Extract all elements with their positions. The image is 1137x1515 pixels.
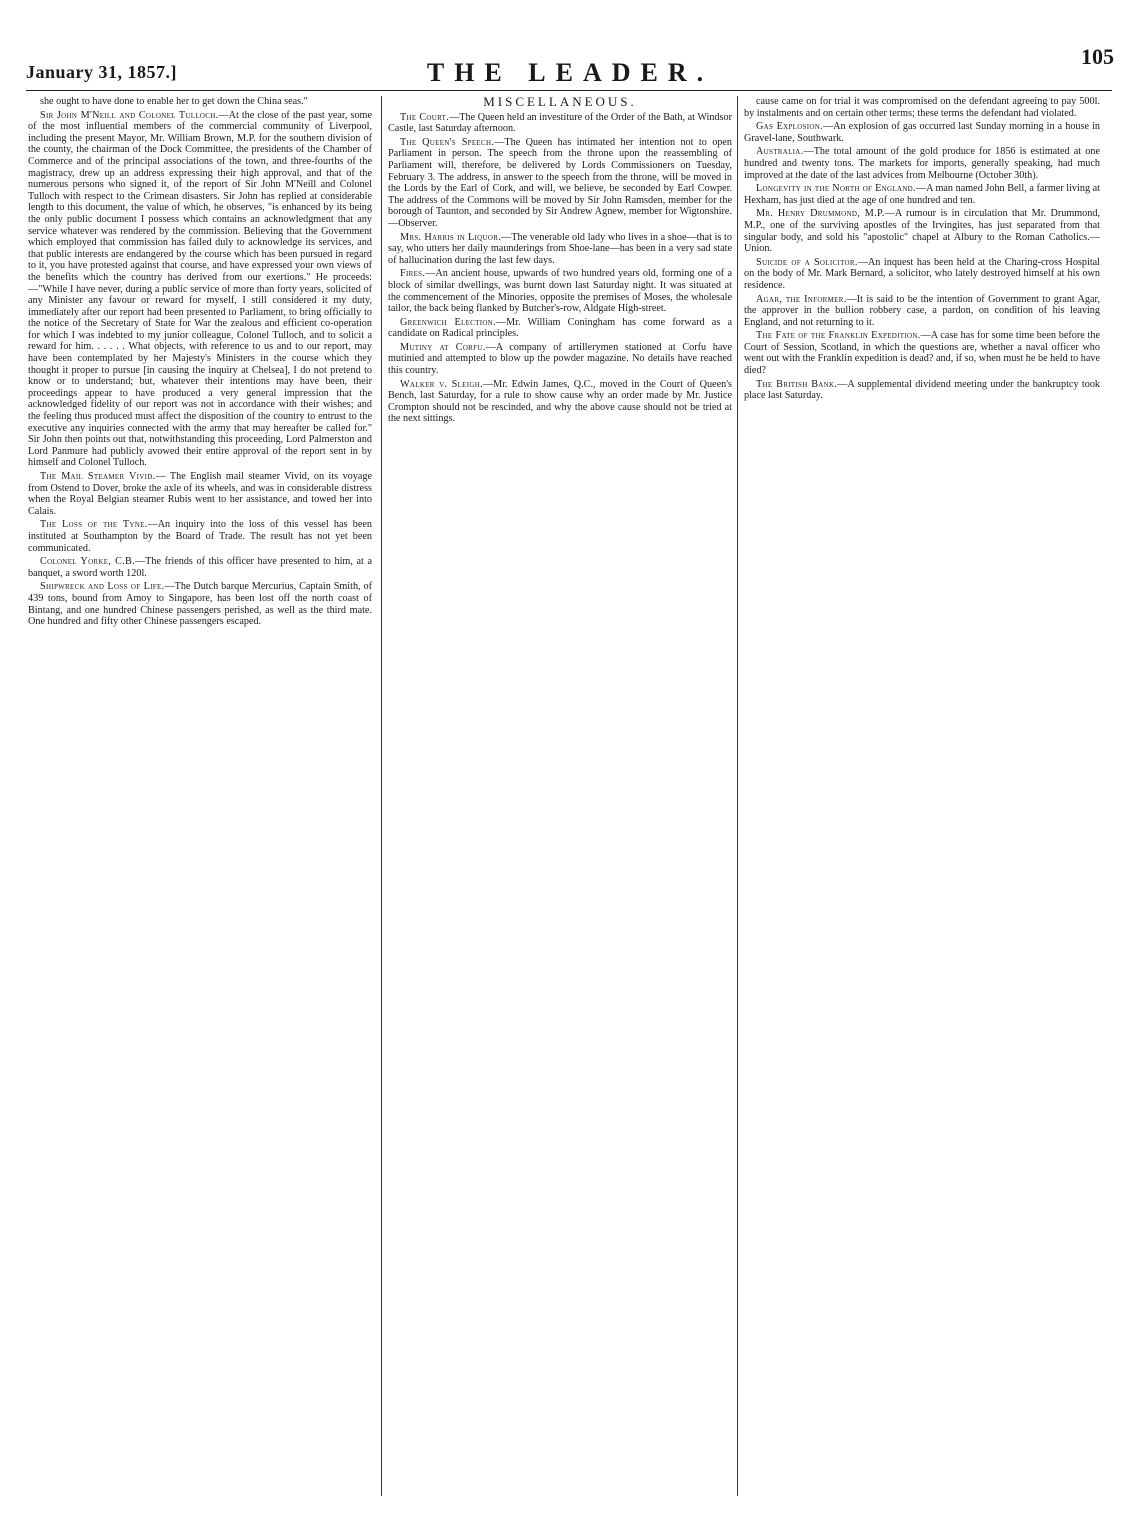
article-heading: The British Bank. (756, 378, 838, 390)
article-heading: Suicide of a Solicitor. (756, 256, 858, 268)
column-divider (737, 96, 738, 1496)
article-heading: Fires. (400, 268, 426, 280)
issue-date: January 31, 1857.] (26, 62, 178, 82)
article-heading: Gas Explosion. (756, 121, 823, 133)
article-body: she ought to have done to enable her to get down the China seas." (40, 96, 308, 107)
article (744, 146, 1100, 181)
column-divider (381, 96, 382, 1496)
article-body: —A rumour is in circulation that Mr. Drummond, M.P., one of the surviving apostles of the Irvingites, has just separated from that singular body, and sold his "apostolic" chapel at Albury to the Roman Catholics.—Union. (744, 208, 1100, 255)
article-heading: The Queen's Speech. (400, 136, 495, 148)
article-body: —An explosion of gas occurred last Sunday morning in a house in Gravel-lane, Southwark. (744, 121, 1100, 144)
article (744, 183, 1100, 206)
section-heading: MISCELLANEOUS. (483, 96, 637, 109)
article-body: —It is said to be the intention of Government to grant Agar, the approver in the bullion robbery case, a pardon, on condition of his leaving England, and not returning to it. (744, 293, 1100, 328)
article (28, 519, 372, 554)
article (744, 379, 1100, 402)
article (744, 208, 1100, 254)
article-body: —An inquest has been held at the Charing-cross Hospital on the body of Mr. Mark Bernard, a solicitor, who lately destroyed himself at his own residence. (744, 256, 1100, 291)
article-body: — The English mail steamer Vivid, on its voyage from Ostend to Dover, broke the axle of its wheels, and was in considerable distress when the Royal Belgian steamer Rubis went to her assistance, and towed her into Calais. (28, 471, 372, 517)
article-body: —The friends of this officer have presented to him, at a banquet, a sword worth 120l. (28, 556, 372, 579)
article (388, 379, 732, 425)
article (744, 294, 1100, 329)
article-body: —A case has for some time been before the Court of Session, Scotland, in which the questions are, whether a naval officer who went out with the Franklin expedition is dead? and, if so, when must he be held to have died? (744, 330, 1100, 377)
article (388, 232, 732, 267)
masthead-rule (26, 90, 1112, 91)
article (388, 342, 732, 377)
article (28, 110, 372, 469)
article-heading: The Fate of the Franklin Expedition. (756, 330, 921, 342)
article-heading: The Court. (400, 111, 450, 123)
article-heading: Sir John M'Neill and Colonel Tulloch. (40, 109, 219, 121)
article-body: —Mr. Edwin James, Q.C., moved in the Court of Queen's Bench, last Saturday, for a rule to show cause why an order made by Mr. Justice Crompton should not be rescinded, and why the above cause should not be tried at the next sittings. (388, 378, 732, 425)
newspaper-title: THE LEADER. (426, 58, 714, 87)
column-1 (28, 96, 372, 1501)
article-heading: Mrs. Harris in Liquor. (400, 231, 502, 243)
article-body: —At the close of the past year, some of the most influential members of the commercial community of Liverpool, including the present Mayor, Mr. William Brown, M.P. for the southern division of the county, the chairman of the Dock Committee, the presidents of the Chamber of Commerce and of the principal associations of the town, and three-fourths of the magistracy, drew up an address expressing their high approval, and that of the numerous persons who signed it, of the report of Sir John M'Neill and Colonel Tulloch with respect to the Crimean disasters. Sir John has replied at considerable length to this document, the value of which, he observes, "is enhanced by its being the only public document I possess which contains an acknowledgment that any service whatever was rendered by the commission. Believing that the Government which employed that commission has failed duly to acknowledge its services, and that public interests are endangered by the course which has been pursued in regard to it, you have protested against that course, and have expressed your own views of the benefits which the country has derived from our exertions." He proceeds:—"While I have never, during a public service of more than forty years, solicited of any Minister any favour or reward for myself, I still considered it my duty, immediately after our report had been presented to Parliament, to bring officially to the notice of the Secretary of State for War the zealous and efficient co-operation for which I was indebted to my junior colleague, Colonel Tulloch, and to solicit a reward for him. . . . . . What objects, with reference to us and to our report, may have been contemplated by her Majesty's Ministers in the course which they thought it proper to pursue [in causing the inquiry at Chelsea], I do not pretend to know or to understand; but, whatever their intentions may have been, their proceedings appear to have produced a very general impression that the acknowledged fidelity of our report was not in accordance with their wishes; and the feeling thus produced must affect the disposition of the country to entrust to the executive any inquiries connected with the army that may hereafter be called for." Sir John then points out that, notwithstanding this proceeding, Lord Palmerston and Lord Panmure had publicly avowed their entire approval of the report sent in by himself and Colonel Tulloch. (28, 109, 372, 469)
article (28, 581, 372, 627)
article (388, 268, 732, 314)
article (388, 317, 732, 340)
article-heading: The Mail Steamer Vivid. (40, 471, 156, 482)
article-body: —The Dutch barque Mercurius, Captain Smith, of 439 tons, bound from Amoy to Singapore, has been lost off the north coast of Bintang, and one hundred Chinese passengers perished, as well as the third mate. One hundred and fifty other Chinese passengers escaped. (28, 581, 372, 628)
article (28, 471, 372, 517)
article (388, 112, 732, 135)
article-heading: Colonel Yorke, C.B. (40, 556, 135, 568)
article-body: —The venerable old lady who lives in a shoe—that is to say, who utters her daily maunderings from Shoe-lane—has been in a very sad state of hallucination during the last few days. (388, 231, 732, 266)
article-heading: Greenwich Election. (400, 316, 496, 328)
column-2 (388, 96, 732, 1501)
article-heading: Shipwreck and Loss of Life. (40, 581, 165, 593)
article (744, 257, 1100, 292)
article (388, 137, 732, 230)
article-body: —A company of artillerymen stationed at Corfu have mutinied and attempted to blow up the powder magazine. No details have reached this country. (388, 341, 732, 377)
article-heading: The Loss of the Tyne. (40, 519, 148, 531)
article-heading: Agar, the Informer. (756, 293, 847, 305)
article-heading: Mr. Henry Drummond, M.P. (756, 208, 885, 220)
article-body: —The Queen held an investiture of the Order of the Bath, at Windsor Castle, last Saturday afternoon. (388, 111, 732, 135)
page-number: 105 (1081, 44, 1114, 69)
article-heading: Mutiny at Corfu. (400, 341, 486, 353)
article-body: —An inquiry into the loss of this vessel has been instituted at Southampton by the Board of Trade. The result has not yet been communicated. (28, 519, 372, 554)
article (28, 556, 372, 579)
article-body: —Mr. William Coningham has come forward as a candidate on Radical principles. (388, 316, 732, 340)
article (744, 330, 1100, 376)
article-body: —A supplemental dividend meeting under the bankruptcy took place last Saturday. (744, 378, 1100, 402)
article (28, 96, 372, 108)
article-body: —The total amount of the gold produce for 1856 is estimated at one hundred and twenty tons. The markets for imports, generally speaking, had much improved at the date of the last advices from Melbourne (October 30th). (744, 146, 1100, 181)
article-body: —An ancient house, upwards of two hundred years old, forming one of a block of similar dwellings, was burnt down last Saturday night. It was situated at the commencement of the Minories, opposite the premises of Moses, the wholesale tailor, the back being flanked by Butcher's-row, Aldgate High-street. (388, 268, 732, 315)
article-body: —A man named John Bell, a farmer living at Hexham, has just died at the age of one hundred and ten. (744, 183, 1100, 206)
article-heading: Walker v. Sleigh. (400, 378, 483, 390)
article-body: cause came on for trial it was compromised on the defendant agreeing to pay 500l. by instalments and on certain other terms; these terms the defendant had violated. (744, 96, 1100, 119)
column-3 (744, 96, 1100, 1501)
article-heading: Australia. (756, 146, 804, 158)
article-body: —The Queen has intimated her intention not to open Parliament in person. The speech from the throne upon the reassembling of Parliament will, therefore, be delivered by Lords Commissioners on Tuesday, February 3. The address, in answer to the speech from the throne, will be moved in the Lords by the Earl of Cork, and will, we believe, be seconded by Earl Cowper. The address of the Commons will be moved by Sir John Ramsden, member for the borough of Taunton, and seconded by Sir Andrew Agnew, member for Wigtonshire.—Observer. (388, 136, 732, 229)
article (744, 121, 1100, 144)
article (744, 96, 1100, 119)
article-heading: Longevity in the North of England. (756, 183, 916, 195)
masthead (26, 44, 1114, 87)
